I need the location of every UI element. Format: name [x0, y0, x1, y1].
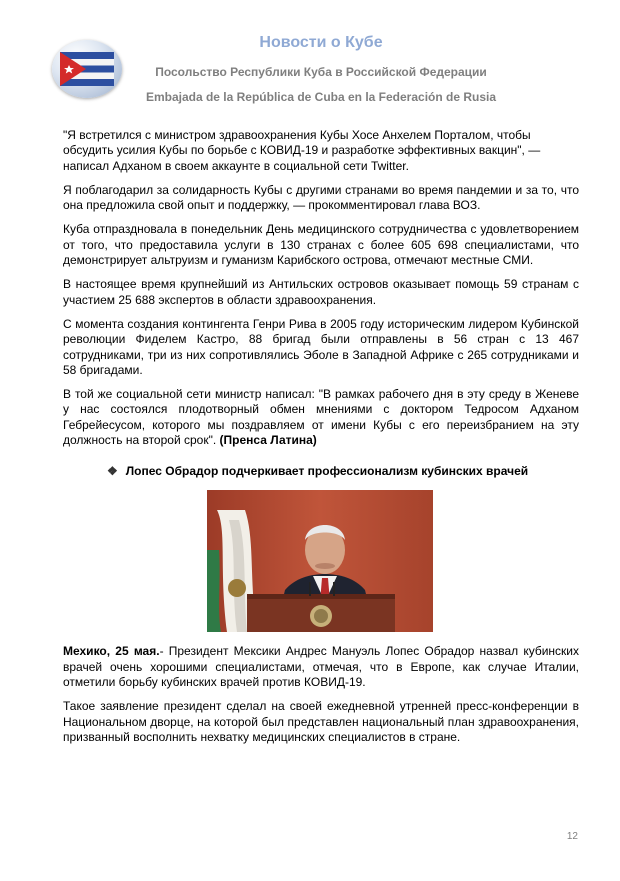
news-source: (Пренса Латина)	[219, 433, 317, 448]
paragraph-text: - Президент Мексики Андрес Мануэль Лопес Обрадор назвал кубинских врачей очень хорошими специалистами, отмечая, что в Европе, как случае Италии, отметили борьбу кубинских врачей против КОВИД-19.	[63, 644, 579, 689]
embassy-name-es: Embajada de la República de Cuba en la Federación de Rusia	[145, 90, 497, 104]
diamond-bullet-icon: ❖	[107, 464, 118, 479]
paragraph: Куба отпраздновала в понедельник День медицинского сотрудничества с удовлетворением от того, что предоставила услуги в 130 странах с более 605 698 специалистами, что демонстрирует альтруизм и гуманизм Карибского острова, отмечают местные СМИ.	[63, 222, 579, 268]
page-header	[0, 0, 620, 120]
article-content	[63, 128, 579, 754]
paragraph: Я поблагодарил за солидарность Кубы с другими странами во время пандемии и за то, что она предложила свой опыт и поддержку, — прокомментировал глава ВОЗ.	[63, 182, 579, 213]
paragraph: В настоящее время крупнейший из Антильских островов оказывает помощь 59 странам с участием 25 688 экспертов в области здравоохранения.	[63, 277, 579, 307]
article-photo	[207, 490, 433, 632]
paragraph	[63, 644, 579, 690]
article-heading-text: Лопес Обрадор подчеркивает профессионализм кубинских врачей	[125, 464, 529, 479]
article-heading	[63, 464, 579, 478]
embassy-name-ru: Посольство Республики Куба в Российской Федерации	[155, 65, 487, 79]
paragraph	[63, 387, 579, 448]
paragraph: Такое заявление президент сделал на своей ежедневной утренней пресс-конференции в Национальном дворце, на которой был представлен национальный план здравоохранения, призванный восполнить нехватку медицинских специалистов в стране.	[63, 699, 579, 744]
page-number: 12	[566, 831, 578, 842]
paragraph: "Я встретился с министром здравоохранения Кубы Хосе Анхелем Порталом, чтобы обсудить усилия Кубы по борьбе с КОВИД-19 и разработке эффективных вакцин", — написал Адханом в своем аккаунте в социальной сети Twitter.	[63, 128, 541, 173]
paragraph-text: В той же социальной сети министр написал: "В рамках рабочего дня в эту среду в Женеве у нас состоялся плодотворный обмен мнениями с доктором Тедросом Адханом Гебрейесусом, которого мы поздравляем от имени Кубы с его переизбранием на эту должность на второй срок".	[63, 387, 579, 448]
paragraph: С момента создания контингента Генри Рива в 2005 году историческим лидером Кубинской революции Фиделем Кастро, 88 бригад были отправлены в 56 стран с 13 467 сотрудниками, три из них сопротивлялись Эболе в Западной Африке с 265 сотрудниками и 58 бригадами.	[63, 316, 579, 377]
dateline: Мехико, 25 мая.	[63, 644, 160, 659]
site-title: Новости о Кубе	[259, 34, 383, 51]
